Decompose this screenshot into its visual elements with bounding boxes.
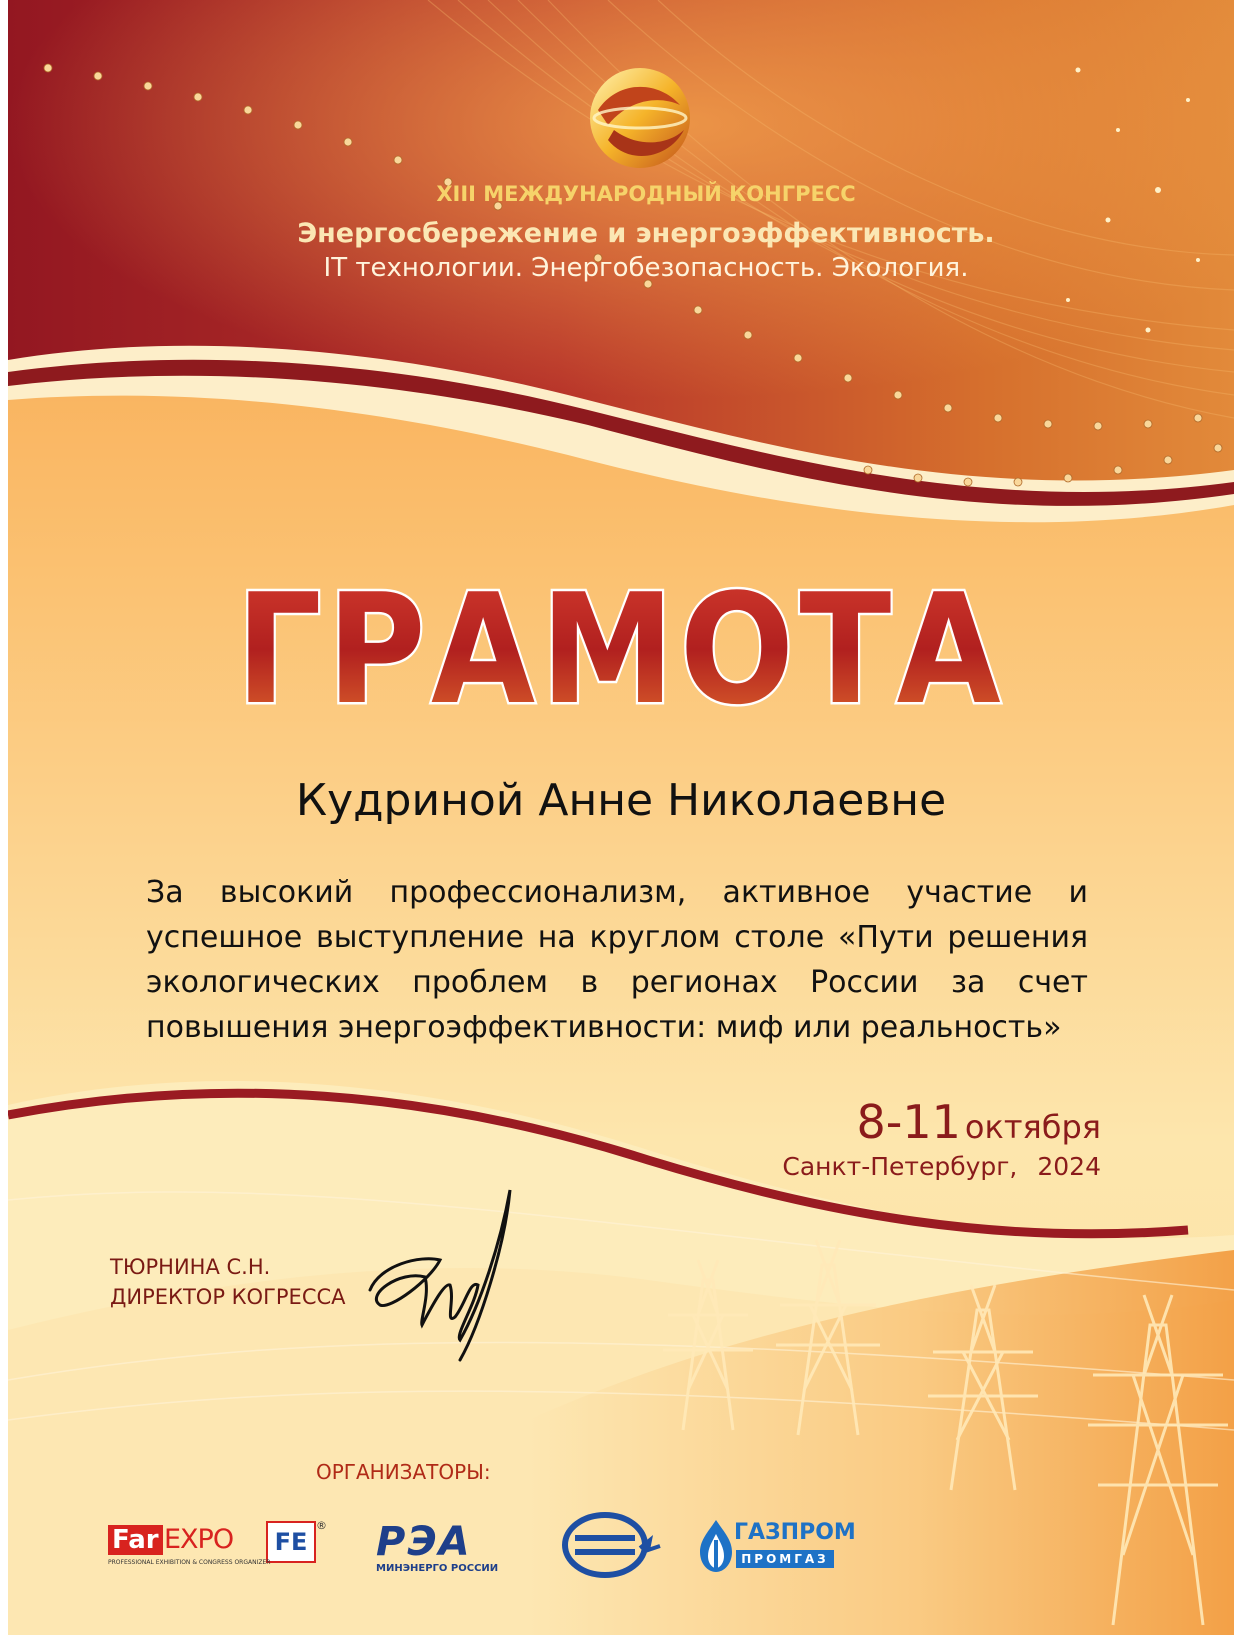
signer-name: ТЮРНИНА С.Н. <box>110 1255 271 1279</box>
event-city: Санкт-Петербург, <box>782 1152 1018 1181</box>
signer-block <box>110 1252 346 1312</box>
signature <box>360 1185 530 1365</box>
reason-line: успешное выступление на круглом столе «Пути решения <box>146 920 1088 955</box>
organizers-label: ОРГАНИЗАТОРЫ: <box>316 1460 491 1484</box>
event-location <box>782 1152 1101 1181</box>
event-year: 2024 <box>1037 1152 1101 1181</box>
rea-name: РЭА <box>376 1519 472 1565</box>
farexpo-reg: ® <box>316 1519 327 1532</box>
congress-logo <box>590 68 690 168</box>
reason-line: За высокий профессионализм, активное участие и <box>146 875 1088 910</box>
certificate-title: ГРАМОТА <box>236 561 1006 738</box>
event-days: 8-11 <box>856 1095 961 1149</box>
gazprom-subtitle: ПРОМГАЗ <box>736 1550 834 1568</box>
rea-logo <box>376 1519 526 1575</box>
congress-name: XIII МЕЖДУНАРОДНЫЙ КОНГРЕСС <box>436 182 856 206</box>
gazprom-name: ГАЗПРОМ <box>734 1520 856 1545</box>
event-dates <box>857 1095 1102 1149</box>
congress-topic-line2: IT технологии. Энергобезопасность. Экология. <box>323 253 969 283</box>
farexpo-logo <box>108 1519 338 1575</box>
congress-topic-line1: Энергосбережение и энергоэффективность. <box>297 218 995 249</box>
reason-line: экологических проблем в регионах России за счет <box>146 965 1088 1000</box>
rea-subtitle: МИНЭНЕРГО РОССИИ <box>376 1563 499 1574</box>
farexpo-fe: FE <box>266 1521 316 1563</box>
certificate <box>8 0 1234 1635</box>
reason-line: повышения энергоэффективности: миф или реальность» <box>146 1010 1062 1045</box>
recipient-name: Кудриной Анне Николаевне <box>295 775 947 826</box>
farexpo-far: Far <box>108 1525 163 1555</box>
flame-icon <box>696 1518 736 1574</box>
header <box>8 182 1234 283</box>
energy-emblem-logo <box>560 1510 670 1580</box>
event-month: октября <box>964 1108 1101 1146</box>
award-reason <box>146 870 1088 1050</box>
farexpo-tagline: PROFESSIONAL EXHIBITION & CONGRESS ORGANIZER <box>108 1559 271 1566</box>
signer-position: ДИРЕКТОР КОГРЕССА <box>110 1285 346 1309</box>
farexpo-expo: EXPO <box>164 1524 234 1555</box>
gazprom-promgaz-logo <box>696 1518 856 1578</box>
